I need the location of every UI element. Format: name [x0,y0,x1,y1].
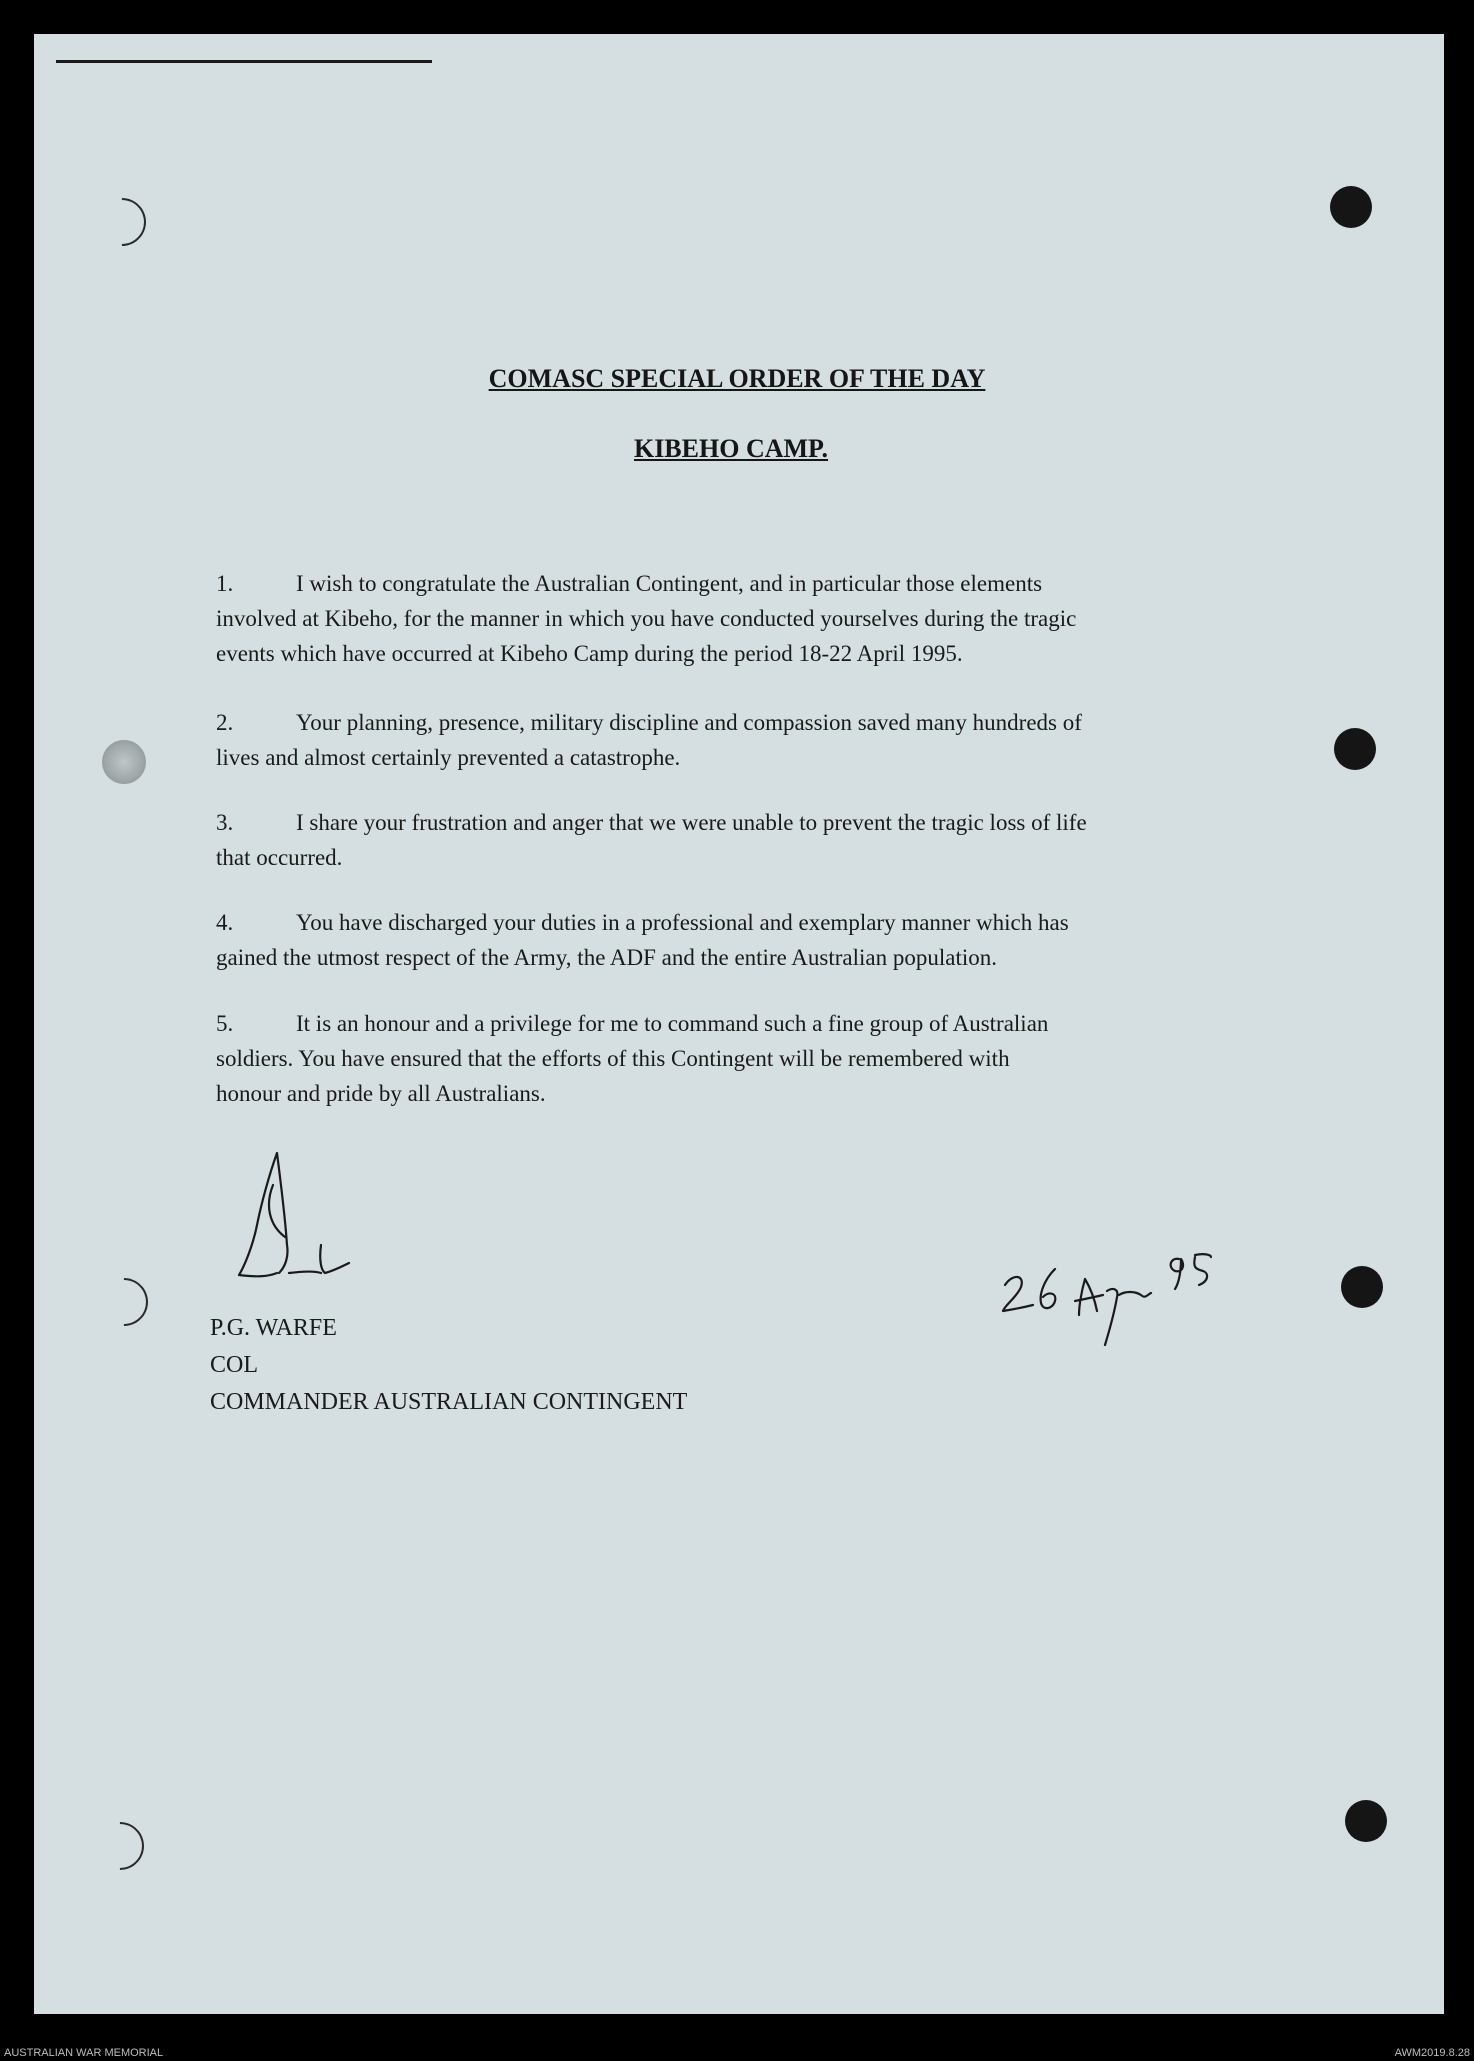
signatory-position: COMMANDER AUSTRALIAN CONTINGENT [210,1389,688,1415]
paragraph-number: 5. [216,1011,234,1036]
paragraph-line [216,705,1276,740]
document-subtitle: KIBEHO CAMP. [633,434,829,463]
punch-hole [1341,1266,1383,1308]
footer-right: AWM2019.8.28 [1394,2047,1470,2059]
paragraph-4 [216,905,1276,975]
top-rule [56,60,432,63]
signatory-rank: COL [210,1352,258,1378]
paragraph-line: involved at Kibeho, for the manner in which you have conducted yourselves during the tragic [216,606,1077,631]
paragraph-number: 2. [216,710,234,735]
paragraph-text: You have discharged your duties in a professional and exemplary manner which has [296,910,1069,935]
paragraph-line: that occurred. [216,845,343,870]
paragraph-text: I wish to congratulate the Australian Contingent, and in particular those elements [296,571,1043,596]
paragraph-line [216,1006,1276,1041]
punch-hole [1330,186,1372,228]
paragraph-text: I share your frustration and anger that we were unable to prevent the tragic loss of life [296,810,1087,835]
paragraph-text: It is an honour and a privilege for me to command such a fine group of Australian [296,1011,1049,1036]
signature-block [210,1310,687,1421]
paragraph-5 [216,1006,1276,1111]
footer-left: AUSTRALIAN WAR MEMORIAL [4,2047,164,2059]
paragraph-line [216,805,1276,840]
handwritten-date [995,1245,1235,1355]
paragraph-1 [216,566,1276,671]
paragraph-number: 3. [216,810,234,835]
paragraph-3 [216,805,1276,875]
paragraph-line: soldiers. You have ensured that the efforts of this Contingent will be remembered with [216,1046,1010,1071]
paragraph-line: gained the utmost respect of the Army, the ADF and the entire Australian population. [216,945,997,970]
paragraph-line: lives and almost certainly prevented a catastrophe. [216,745,681,770]
paragraph-line: events which have occurred at Kibeho Camp during the period 18-22 April 1995. [216,641,963,666]
signature-image [225,1145,385,1295]
paragraph-number: 4. [216,910,234,935]
paragraph-number: 1. [216,571,234,596]
punch-hole [1345,1800,1387,1842]
signatory-name: P.G. WARFE [210,1315,337,1341]
paragraph-2 [216,705,1276,775]
document-title: COMASC SPECIAL ORDER OF THE DAY [488,364,986,393]
punch-hole-faint [102,740,146,784]
paragraph-line [216,566,1276,601]
paragraph-line: honour and pride by all Australians. [216,1081,546,1106]
paragraph-line [216,905,1276,940]
punch-hole [1334,728,1376,770]
paragraph-text: Your planning, presence, military discipline and compassion saved many hundreds of [296,710,1082,735]
